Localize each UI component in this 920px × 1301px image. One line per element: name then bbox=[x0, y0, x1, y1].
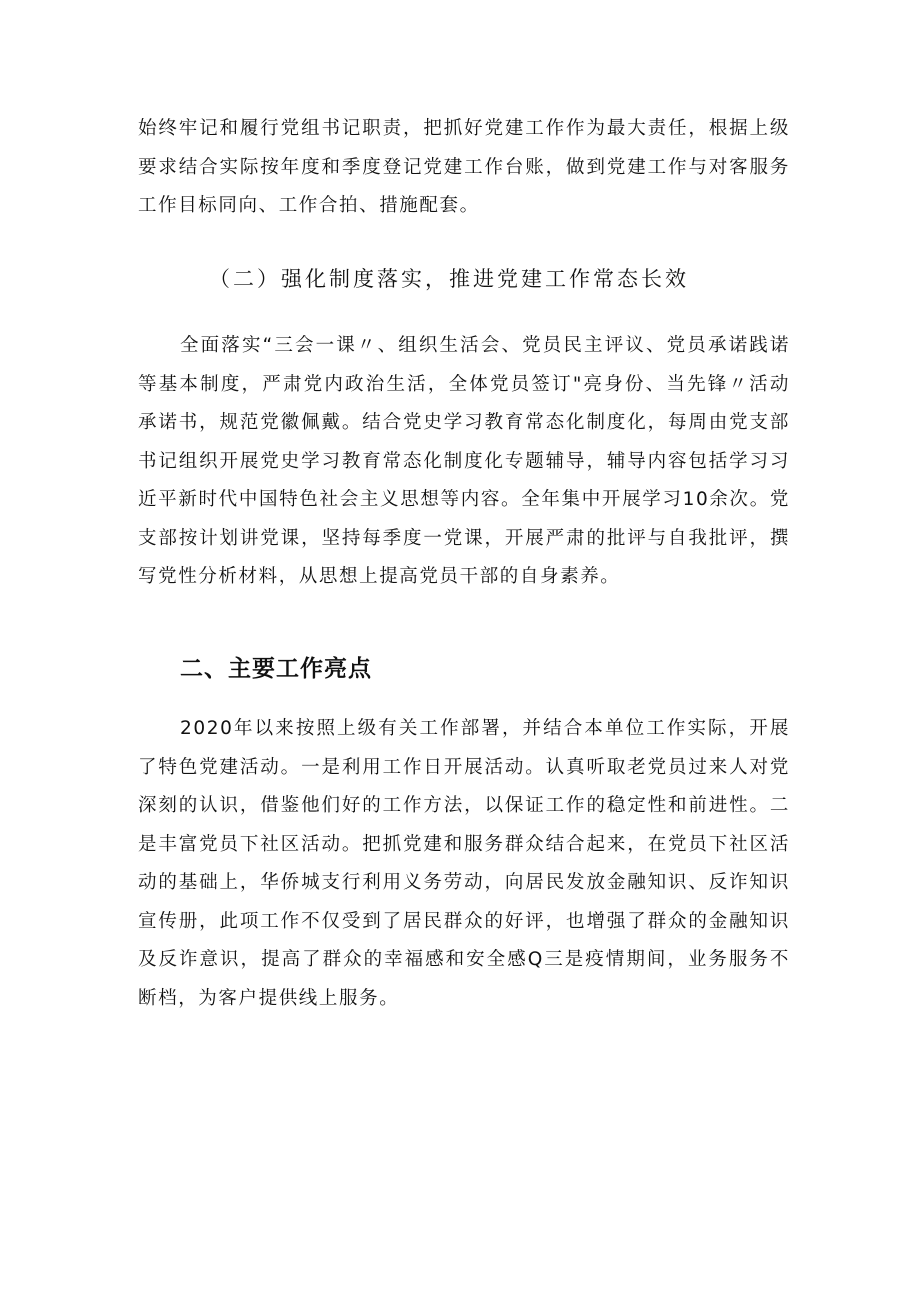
subheading-institutional-implementation: （二）强化制度落实，推进党建工作常态长效 bbox=[209, 267, 689, 291]
body-paragraph-system-implementation: 全面落实“三会一课〃、组织生活会、党员民主评议、党员承诺践诺等基本制度，严肃党内政治生活，全体党员签订"亮身份、当先锋〃活动承诺书，规范党徽佩戴。结合党史学习教育常态化制度化，每周由党支部书记组织开展党史学习教育常态化制度化专题辅导，辅导内容包括学习习近平新时代中国特色社会主义思想等内容。全年集中开展学习10余次。党支部按计划讲党课，坚持每季度一党课，开展严肃的批评与自我批评，撰写党性分析材料，从思想上提高党员干部的自身素养。 bbox=[138, 335, 790, 587]
section-heading-highlights: 二、主要工作亮点 bbox=[180, 656, 372, 682]
body-paragraph-duty: 始终牢记和履行党组书记职责，把抓好党建工作作为最大责任，根据上级要求结合实际按年度和季度登记党建工作台账，做到党建工作与对客服务工作目标同向、工作合拍、措施配套。 bbox=[138, 118, 790, 216]
body-paragraph-highlights: 2020年以来按照上级有关工作部署，并结合本单位工作实际，开展了特色党建活动。一是利用工作日开展活动。认真听取老党员过来人对党深刻的认识，借鉴他们好的工作方法，以保证工作的稳定性和前进性。二是丰富党员下社区活动。把抓党建和服务群众结合起来，在党员下社区活动的基础上，华侨城支行利用义务劳动，向居民发放金融知识、反诈知识宣传册，此项工作不仅受到了居民群众的好评，也增强了群众的金融知识及反诈意识，提高了群众的幸福感和安全感Q三是疫情期间，业务服务不断档，为客户提供线上服务。 bbox=[138, 718, 790, 1009]
